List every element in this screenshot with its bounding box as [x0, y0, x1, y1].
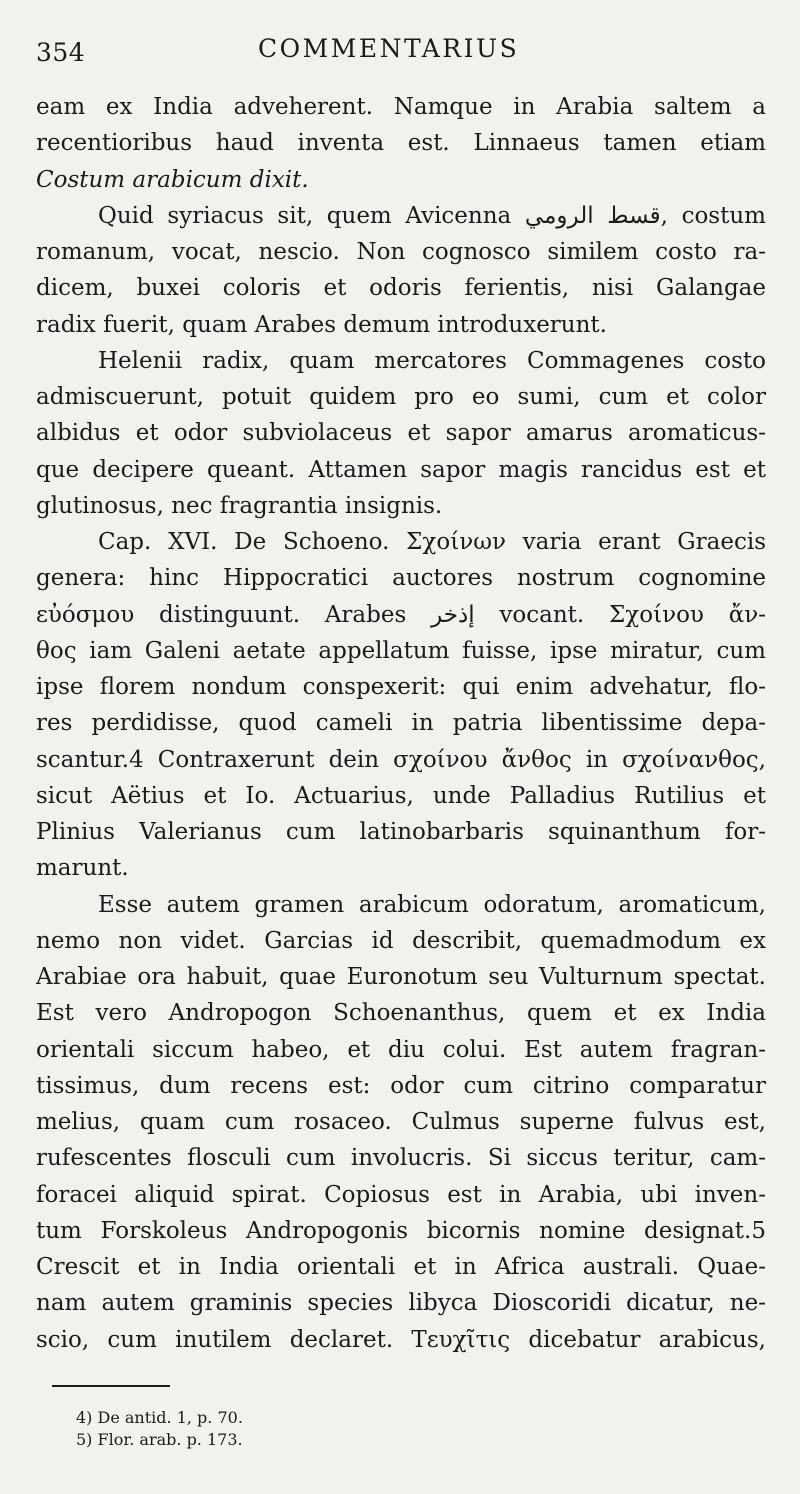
body-text — [36, 89, 766, 1358]
text-line: Quid syriacus sit, quem Avicenna قسط الرومي, costum — [98, 202, 766, 229]
text-line: melius, quam cum rosaceo. Culmus superne fulvus est, — [36, 1109, 766, 1135]
text-line: ipse florem nondum conspexerit: qui enim advehatur, flo- — [36, 674, 766, 700]
text-line: scio, cum inutilem declaret. Τευχῖτις dicebatur arabicus, — [36, 1326, 766, 1353]
text-line: rufescentes flosculi cum involucris. Si siccus teritur, cam- — [36, 1145, 766, 1172]
text-line: Helenii radix, quam mercatores Commagenes costo — [98, 347, 766, 374]
text-line: foracei aliquid spirat. Copiosus est in Arabia, ubi inven- — [36, 1181, 766, 1208]
footnote-divider — [52, 1385, 170, 1387]
text-line: Esse autem gramen arabicum odoratum, aromaticum, — [98, 891, 766, 918]
running-title: COMMENTARIUS — [258, 34, 520, 63]
text-line: eam ex India adveherent. Namque in Arabia saltem a — [36, 94, 766, 120]
footnote: 5) Flor. arab. p. 173. — [76, 1430, 243, 1449]
text-line: sicut Aëtius et Io. Actuarius, unde Palladius Rutilius et — [36, 782, 766, 809]
text-line: glutinosus, nec fragrantia insignis. — [36, 492, 443, 519]
text-line: Crescit et in India orientali et in Africa australi. Quae- — [36, 1254, 766, 1280]
text-line: tum Forskoleus Andropogonis bicornis nomine designat.5 — [36, 1217, 766, 1244]
text-line: nam autem graminis species libyca Dioscoridi dicatur, ne- — [36, 1290, 766, 1317]
text-line: orientali siccum habeo, et diu colui. Est autem fragran- — [36, 1036, 766, 1063]
footnotes — [76, 1407, 476, 1451]
text-line: dicem, buxei coloris et odoris ferientis, nisi Galangae — [36, 275, 766, 302]
page-number: 354 — [36, 38, 86, 67]
text-line: tissimus, dum recens est: odor cum citrino comparatur — [36, 1072, 766, 1099]
text-line: que decipere queant. Attamen sapor magis rancidus est et — [36, 456, 766, 483]
text-line: marunt. — [36, 855, 129, 882]
page-header — [36, 34, 766, 74]
text-line: radix fuerit, quam Arabes demum introduxerunt. — [36, 311, 607, 338]
footnote: 4) De antid. 1, p. 70. — [76, 1408, 243, 1427]
text-line: romanum, vocat, nescio. Non cognosco similem costo ra- — [36, 239, 766, 265]
text-line: Arabiae ora habuit, quae Euronotum seu Vulturnum spectat. — [36, 964, 766, 990]
text-line: Costum arabicum dixit. — [36, 166, 309, 193]
text-line: Cap. XVI. De Schoeno. Σχοίνων varia erant Graecis — [98, 529, 766, 555]
text-line: recentioribus haud inventa est. Linnaeus tamen etiam — [36, 130, 766, 157]
text-line: genera: hinc Hippocratici auctores nostrum cognomine — [36, 565, 766, 592]
text-line: admiscuerunt, potuit quidem pro eo sumi, cum et color — [36, 384, 766, 410]
text-line: θος iam Galeni aetate appellatum fuisse, ipse miratur, cum — [36, 637, 766, 664]
text-line: εὐόσμου distinguunt. Arabes إذخر vocant. Σχοίνου ἄν- — [36, 601, 766, 628]
text-line: nemo non videt. Garcias id describit, quemadmodum ex — [36, 927, 766, 954]
text-line: res perdidisse, quod cameli in patria libentissime depa- — [36, 710, 766, 737]
text-line: albidus et odor subviolaceus et sapor amarus aromaticus- — [36, 420, 766, 447]
text-line: scantur.4 Contraxerunt dein σχοίνου ἄνθος in σχοίνανθος, — [36, 746, 766, 773]
text-line: Plinius Valerianus cum latinobarbaris squinanthum for- — [36, 819, 766, 845]
text-line: Est vero Andropogon Schoenanthus, quem et ex India — [36, 1000, 766, 1027]
